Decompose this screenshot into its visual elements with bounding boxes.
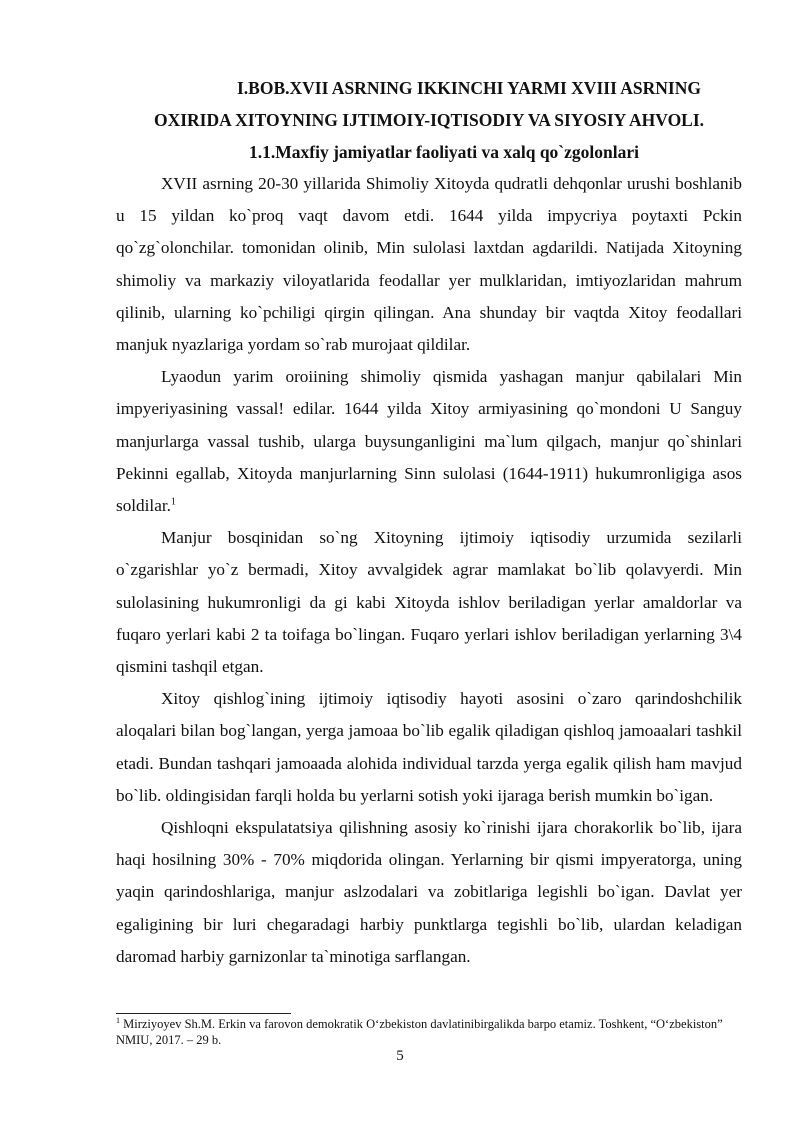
footnote-reference[interactable]: 1 bbox=[170, 496, 176, 508]
paragraph-3: Manjur bosqinidan so`ng Xitoyning ijtimoiy iqtisodiy urzumida sezilarli o`zgarishlar yo`z bermadi, Xitoy avvalgidek agrar mamlakat bo`lib qolavyerdi. Min sulolasining hukumronligi da gi kabi Xitoyda ishlov beriladigan yerlar amaldorlar va fuqaro yerlari kabi 2 ta toifaga bo`lingan. Fuqaro yerlari ishlov beriladigan yerlarning 3\4 qismini tashqil etgan. bbox=[116, 528, 742, 677]
document-page bbox=[116, 72, 742, 973]
footnote-divider bbox=[116, 1013, 291, 1014]
footnote-mark: 1 bbox=[116, 1015, 120, 1025]
chapter-title-line-1: I.BOB.XVII ASRNING IKKINCHI YARMI XVIII ASRNING bbox=[236, 78, 701, 98]
chapter-title bbox=[116, 72, 742, 136]
paragraph-2-text: Lyaodun yarim oroiining shimoliy qismida yashagan manjur qabilalari Min impyeriyasining vassal! edilar. 1644 yilda Xitoy armiyasining qo`mondoni U Sanguy manjurlarga vassal tushib, ularga buysunganligini ma`lum qilgach, manjur qo`shinlari Pekinni egallab, Xitoyda manjurlarning Sinn sulolasi (1644-1911) hukumronligiga asos soldilar. bbox=[116, 367, 742, 516]
footnote bbox=[116, 1017, 742, 1048]
section-title: 1.1.Maxfiy jamiyatlar faoliyati va xalq qo`zgolonlari bbox=[249, 142, 639, 162]
paragraph-5: Qishloqni ekspulatatsiya qilishning asosiy ko`rinishi ijara chorakorlik bo`lib, ijara haqi hosilning 30% - 70% miqdorida olingan. Yerlarning bir qismi impyeratorga, uning yaqin qarindoshlariga, manjur aslzodalari va zobitlariga legishli bo`igan. Davlat yer egaligining bir luri chegaradagi harbiy punktlarga tegishli bo`lib, ulardan keladigan daromad harbiy garnizonlar ta`minotiga sarflangan. bbox=[116, 818, 742, 966]
paragraph-1: XVII asrning 20-30 yillarida Shimoliy Xitoyda qudratli dehqonlar urushi boshlanib u 15 yildan ko`proq vaqt davom etdi. 1644 yilda impycriya poytaxti Pckin qo`zg`olonchilar. tomonidan olinib, Min sulolasi laxtdan agdarildi. Natijada Xitoyning shimoliy va markaziy viloyatlarida feodallar yer mulklaridan, imtiyozlaridan mahrum qilinib, ularning ko`pchiligi qirgin qilingan. Ana shunday bir vaqtda Xitoy feodallari manjuk nyazlariga yordam so`rab murojaat qildilar. bbox=[116, 174, 742, 355]
chapter-title-line-2: OXIRIDA XITOYNING IJTIMOIY-IQTISODIY VA SIYOSIY AHVOLI. bbox=[153, 110, 705, 130]
footnote-text: Mirziyoyev Sh.M. Erkin va farovon demokratik O‘zbekiston davlatinibirgalikda barpo etamiz. Toshkent, “O‘zbekiston” NMIU, 2017. – 29 b. bbox=[116, 1017, 723, 1047]
paragraph-2 bbox=[116, 361, 742, 522]
page-number: 5 bbox=[396, 1048, 404, 1064]
paragraph-4: Xitoy qishlog`ining ijtimoiy iqtisodiy hayoti asosini o`zaro qarindoshchilik aloqalari bilan bog`langan, yerga jamoaa bo`lib egalik qiladigan qishloq jamoaalari tashkil etadi. Bundan tashqari jamoaada alohida individual tarzda yerga egalik qilish ham mavjud bo`lib. oldingisidan farqli holda bu yerlarni sotish yoki ijaraga berish mumkin bo`igan. bbox=[116, 689, 742, 805]
